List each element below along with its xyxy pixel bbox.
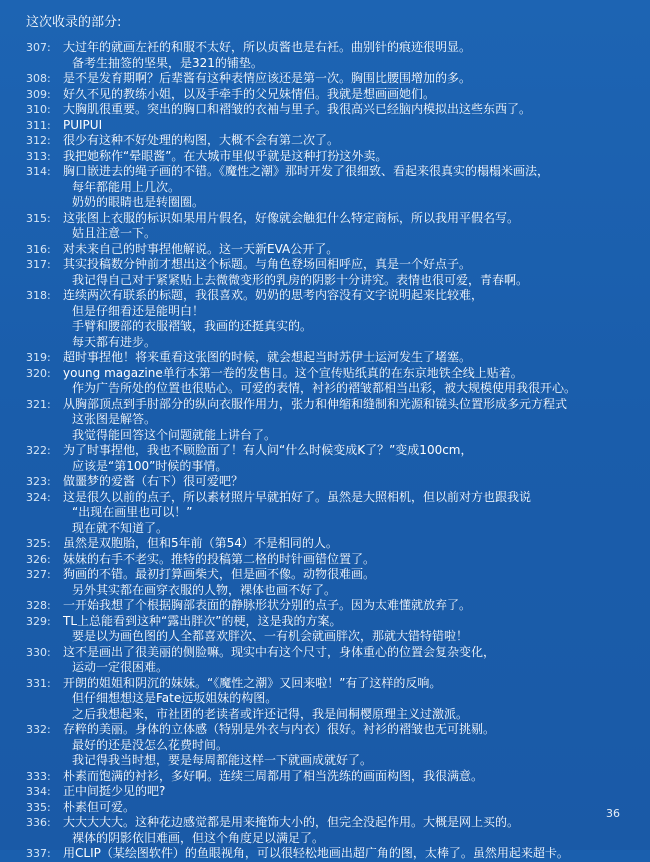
entry-line: 存粹的美丽。身体的立体感（特别是外衣与内衣）很好。衬衫的褶皱也无可挑剔。 <box>63 722 496 736</box>
entry-item <box>26 490 626 537</box>
entry-item <box>26 87 626 103</box>
entry-text <box>63 645 626 676</box>
entry-number: 314: <box>26 165 51 178</box>
entry-item <box>26 567 626 598</box>
entry-item <box>26 800 626 816</box>
entry-number: 333: <box>26 769 51 783</box>
entry-number: 322: <box>26 444 51 457</box>
entry-line: 但是仔细看还是能明白！ <box>72 303 205 318</box>
entry-item <box>26 474 626 490</box>
entry-text <box>63 676 626 723</box>
entry-text <box>63 211 626 242</box>
entry-line: 好久不见的教练小姐，以及手牵手的父兄妹情侣。我就是想画画她们。 <box>63 86 436 101</box>
entry-item <box>26 164 626 211</box>
entry-number: 329: <box>26 614 51 628</box>
entry-item <box>26 242 626 258</box>
entry-line: 一开始我想了个根据胸部表面的静脉形状分别的点子。因为太难懂就放弃了。 <box>63 598 472 612</box>
entry-text <box>63 490 626 537</box>
entry-line: 我觉得能回答这个问题就能上讲台了。 <box>72 427 277 442</box>
entry-number: 311: <box>26 118 51 132</box>
entry-line: 超时事捏他！将来重看这张图的时候，就会想起当时苏伊士运河发生了堵塞。 <box>63 350 472 364</box>
entry-item <box>26 133 626 149</box>
entry-text <box>63 288 626 350</box>
entry-text <box>63 443 626 474</box>
entry-text <box>63 536 626 552</box>
entry-number: 313: <box>26 149 51 163</box>
entry-item <box>26 598 626 614</box>
entry-number: 334: <box>26 785 51 798</box>
entry-line: 我记得我当时想，要是每周都能这样一下就画成就好了。 <box>72 753 373 767</box>
entry-number: 315: <box>26 211 51 225</box>
page-number: 36 <box>606 807 620 820</box>
entry-line: 大大大大大。这种花边感觉都是用来掩饰大小的，但完全没起作用。大概是网上买的。 <box>63 815 520 829</box>
entry-number: 310: <box>26 103 51 116</box>
entry-line: 朴素而饱满的衬衫，多好啊。连续三周都用了相当洗练的画面构图，我很满意。 <box>63 768 484 783</box>
entry-line: 对未来自己的时事捏他解说。这一天新EVA公开了。 <box>63 241 339 256</box>
entry-number: 331: <box>26 676 51 690</box>
entry-number: 325: <box>26 537 51 550</box>
entry-text <box>63 164 626 211</box>
entry-line: 狗画的不错。最初打算画柴犬，但是画不像。动物很难画。 <box>63 567 376 581</box>
entry-line: 是不是发育期啊？后辈酱有这种表情应该还是第一次。胸围比腰围增加的多。 <box>63 71 472 85</box>
entry-item <box>26 71 626 87</box>
entry-item <box>26 102 626 118</box>
entry-item <box>26 211 626 242</box>
entry-line: 要是以为画色图的人全都喜欢胖次、一有机会就画胖次，那就大错特错啦！ <box>72 629 469 643</box>
entry-item <box>26 614 626 645</box>
entry-line: 应该是“第100”时候的事情。 <box>72 458 228 473</box>
entry-number: 336: <box>26 816 51 829</box>
entry-line: 这张图上衣服的标识如果用片假名，好像就会触犯什么特定商标，所以我用平假名写。 <box>63 210 520 225</box>
entry-number: 321: <box>26 397 51 411</box>
entry-item <box>26 288 626 350</box>
entry-line: 裸体的阴影依旧难画，但这个角度足以满足了。 <box>72 830 325 845</box>
entry-text <box>63 257 626 288</box>
entry-line: 妹妹的右手不老实。推特的投稿第二格的时针画错位置了。 <box>63 551 376 566</box>
entry-line: 每天都有进步。 <box>72 334 157 349</box>
entry-text <box>63 397 626 444</box>
entry-line: 其实投稿数分钟前才想出这个标题。与角色登场回相呼应，真是一个好点子。 <box>63 257 472 271</box>
entry-number: 328: <box>26 599 51 612</box>
entry-line: 开朗的姐姐和阴沉的妹妹。“《魔性之潮》又回来啦！”有了这样的反响。 <box>63 675 442 690</box>
section-heading: 这次收录的部分: <box>26 15 122 30</box>
entry-line: 现在就不知道了。 <box>72 520 169 535</box>
entry-text <box>63 87 626 103</box>
entry-line: 大胸肌很重要。突出的胸口和褶皱的衣袖与里子。我很高兴已经脑内模拟出这些东西了。 <box>63 102 532 116</box>
entry-number: 323: <box>26 475 51 488</box>
entry-text <box>63 567 626 598</box>
entry-line: 另外其实都在画穿衣服的人物，裸体也画不好了。 <box>72 582 337 597</box>
entry-line: 用CLIP（某绘图软件）的鱼眼视角，可以很轻松地画出超广角的图，太棒了。虽然用起来超卡。 <box>63 846 569 860</box>
entry-line: TL上总能看到这种“露出胖次”的梗，这是我的方案。 <box>63 613 342 628</box>
entry-line: 虽然是双胞胎，但和5年前（第54）不是相同的人。 <box>63 536 338 550</box>
entry-line: 奶奶的眼睛也是转圈圈。 <box>72 195 205 209</box>
entry-item <box>26 815 626 846</box>
entry-number: 326: <box>26 552 51 566</box>
entry-text <box>63 846 626 862</box>
entry-line: 连续两次有联系的标题，我很喜欢。奶奶的思考内容没有文字说明起来比较难， <box>63 288 484 302</box>
entry-item <box>26 552 626 568</box>
entry-number: 318: <box>26 289 51 302</box>
entry-line: 姑且注意一下。 <box>72 226 157 240</box>
entry-text <box>63 102 626 118</box>
entry-line: 每年都能用上几次。 <box>72 179 181 194</box>
entry-line: 作为广告所处的位置也很贴心。可爱的表情，衬衫的褶皱都相当出彩，被大规模使用我很开心。 <box>72 381 577 395</box>
entry-number: 332: <box>26 723 51 736</box>
entry-line: 很少有这种不好处理的构图，大概不会有第二次了。 <box>63 133 340 147</box>
entry-number: 319: <box>26 351 51 364</box>
entry-item <box>26 149 626 165</box>
entry-text <box>63 40 626 71</box>
entry-line: 这是很久以前的点子，所以素材照片早就拍好了。虽然是大照相机，但以前对方也跟我说 <box>63 489 532 504</box>
entry-item <box>26 118 626 134</box>
entry-text <box>63 71 626 87</box>
entry-text <box>63 474 626 490</box>
entry-item <box>26 350 626 366</box>
entry-line: 最好的还是没怎么花费时间。 <box>72 737 229 752</box>
entry-item <box>26 397 626 444</box>
entry-item <box>26 645 626 676</box>
entry-item <box>26 443 626 474</box>
entry-line: “出现在画里也可以！” <box>72 505 193 519</box>
entry-text <box>63 133 626 149</box>
entry-line: 运动一定很困难。 <box>72 660 169 674</box>
entry-item <box>26 536 626 552</box>
entry-item <box>26 40 626 71</box>
entry-line: 手臂和腰部的衣服褶皱，我画的还挺真实的。 <box>72 319 313 333</box>
entry-number: 327: <box>26 568 51 581</box>
entry-number: 324: <box>26 490 51 504</box>
entry-line: 正中间挺少见的吧? <box>63 784 166 798</box>
entry-line: 朴素但可爱。 <box>63 799 136 814</box>
entry-item <box>26 769 626 785</box>
entry-text <box>63 118 626 134</box>
entry-line: 我把她称作“晕眼酱”。在大城市里似乎就是这种打扮这外卖。 <box>63 148 388 163</box>
entry-number: 312: <box>26 134 51 147</box>
entry-text <box>63 149 626 165</box>
entry-item <box>26 676 626 723</box>
entry-number: 335: <box>26 800 51 814</box>
entry-text <box>63 350 626 366</box>
entry-number: 316: <box>26 242 51 256</box>
entry-item <box>26 257 626 288</box>
entry-number: 308: <box>26 72 51 85</box>
entry-text <box>63 598 626 614</box>
entry-line: 我记得自己对于紧紧贴上去微微变形的乳房的阴影十分讲究。表情也很可爱，青春啊。 <box>72 272 529 287</box>
entry-item <box>26 366 626 397</box>
entry-number: 337: <box>26 847 51 860</box>
entry-text <box>63 800 626 816</box>
entry-line: 但仔细想想这是Fate远坂姐妹的构图。 <box>72 691 278 705</box>
entry-number: 307: <box>26 41 51 54</box>
entry-text <box>63 552 626 568</box>
entry-line: PUIPUI <box>63 117 103 132</box>
entry-text <box>63 614 626 645</box>
entry-line: young magazine单行本第一卷的发售日。这个宣传贴纸真的在东京地铁全线上贴着。 <box>63 365 523 380</box>
entry-list <box>26 40 626 862</box>
entry-line: 这不是画出了很美丽的侧脸嘛。现实中有这个尺寸，身体重心的位置会复杂变化， <box>63 644 496 659</box>
entry-item <box>26 722 626 769</box>
entry-text <box>63 784 626 800</box>
entry-text <box>63 366 626 397</box>
entry-number: 330: <box>26 645 51 659</box>
entry-text <box>63 815 626 846</box>
entry-line: 这张图是解答。 <box>72 412 157 426</box>
entry-line: 从胸部顶点到手肘部分的纵向衣服作用力，张力和伸缩和缝制和光源和镜头位置形成多元方程式 <box>63 396 568 411</box>
entry-line: 大过年的就画左衽的和服不太好，所以贞酱也是右衽。曲别针的痕迹很明显。 <box>63 40 472 54</box>
entry-item <box>26 846 626 862</box>
entry-number: 320: <box>26 366 51 380</box>
entry-text <box>63 769 626 785</box>
entry-number: 309: <box>26 87 51 101</box>
entry-item <box>26 784 626 800</box>
entry-line: 备考生抽签的坚果，是321的铺垫。 <box>72 55 263 70</box>
entry-line: 之后我想起来，市社团的老读者或许还记得，我是间桐樱原理主义过激派。 <box>72 706 469 721</box>
entry-line: 胸口嵌进去的绳子画的不错。《魔性之潮》那时开发了很细致、看起来很真实的榻榻米画法， <box>63 164 550 178</box>
entry-text <box>63 242 626 258</box>
entry-line: 做噩梦的爱酱（右下）很可爱吧？ <box>63 474 244 488</box>
entry-number: 317: <box>26 258 51 271</box>
entry-text <box>63 722 626 769</box>
entry-line: 为了时事捏他，我也不顾脸面了！有人问“什么时候变成K了？”变成100cm， <box>63 443 473 457</box>
